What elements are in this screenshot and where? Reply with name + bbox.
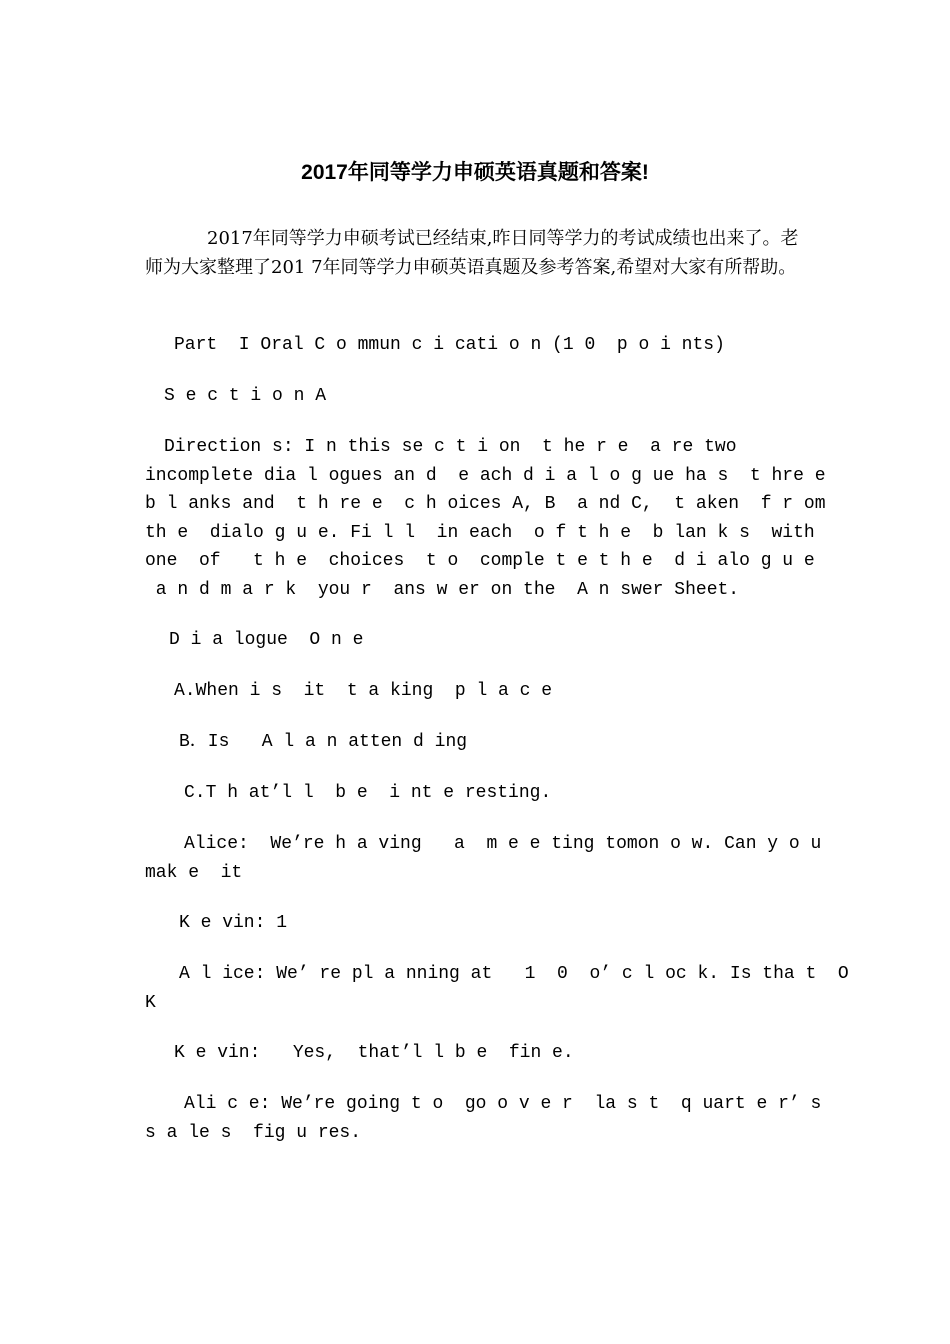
dialogue-heading: D i a logue O n e xyxy=(169,630,364,650)
directions-line: b l anks and t h re e c h oices A, B a nd C, t aken f r om xyxy=(145,494,826,514)
dialogue-line-continuation: K xyxy=(145,992,156,1013)
dialogue-line: Ali c e: We’re going t o go o v e r la s t q uart e r’ s xyxy=(184,1094,822,1114)
intro-paragraph: 2017年同等学力申硕考试已经结束,昨日同等学力的考试成绩也出来了。老师为大家整理了201 7年同等学力申硕英语真题及参考答案,希望对大家有所帮助。 xyxy=(145,228,799,278)
dialogue-line: K e vin: 1 xyxy=(179,913,288,933)
choice-c: C.T h at’l l b e i nt e resting. xyxy=(184,783,552,803)
choice-b: B．Is A l a n atten d ing xyxy=(179,732,468,752)
dialogue-line: Alice: We’re h a ving a m e e ting tomon o w. Can y o u xyxy=(184,834,822,854)
part-heading: Part I Oral C o mmun c i cati o n (1 0 p o i nts) xyxy=(174,335,725,355)
directions-line: Direction s: I n this se c t i on t he r e a re two xyxy=(164,437,737,457)
directions-line: th e dialo g u e. Fi l l in each o f t h e b lan k s with xyxy=(145,522,815,543)
directions-line: incomplete dia l ogues an d e ach d i a l o g ue ha s t hre e xyxy=(145,465,826,486)
dialogue-line: A l ice: We’ re pl a nning at 1 0 o’ c l oc k. Is tha t O xyxy=(179,964,849,984)
choice-a: A.When i s it t a king p l a c e xyxy=(174,681,553,701)
document-title: 2017年同等学力申硕英语真题和答案! xyxy=(301,161,649,184)
dialogue-line: K e vin: Yes, that’l l b e fin e. xyxy=(174,1043,574,1063)
dialogue-line-continuation: s a le s fig u res. xyxy=(145,1122,362,1143)
directions-line: one of t h e choices t o comple t e t h e d i alo g u e xyxy=(145,551,815,571)
directions-line: a n d m a r k you r ans w er on the A n swer Sheet. xyxy=(145,579,740,600)
section-heading: S e c t i o n A xyxy=(164,386,327,406)
dialogue-line-continuation: mak e it xyxy=(145,862,243,883)
